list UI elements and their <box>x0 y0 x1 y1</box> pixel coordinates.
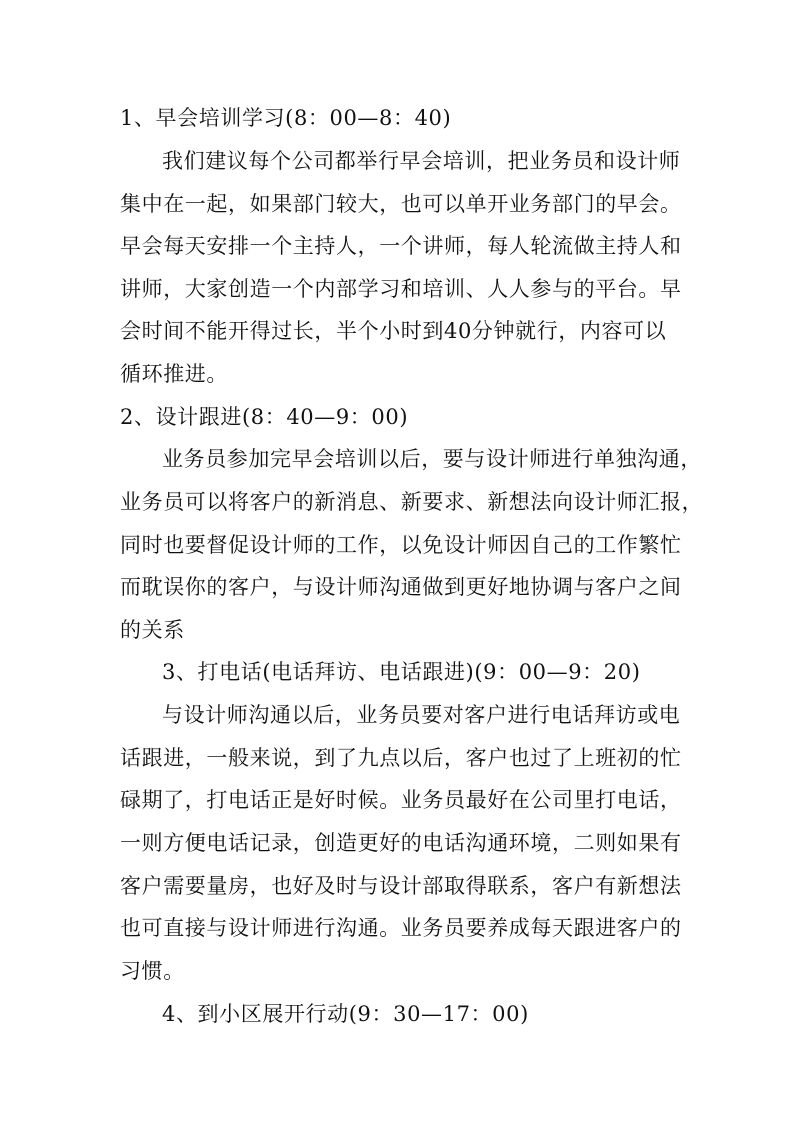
paragraph-line: 业务员参加完早会培训以后，要与设计师进行单独沟通， <box>162 447 702 471</box>
section-heading-3: 3、打电话(电话拜访、电话跟进)(9：00—9：20) <box>162 660 641 684</box>
section-heading-2: 2、设计跟进(8：40—9：00) <box>120 405 409 429</box>
paragraph-line: 的关系 <box>120 618 185 642</box>
section-heading-4: 4、到小区展开行动(9：30—17：00) <box>162 1002 529 1026</box>
section-heading-1: 1、早会培训学习(8：00—8：40) <box>120 106 452 130</box>
paragraph-line: 习惯。 <box>120 959 185 983</box>
paragraph-line: 与设计师沟通以后，业务员要对客户进行电话拜访或电 <box>162 703 681 727</box>
paragraph-line: 我们建议每个公司都举行早会培训，把业务员和设计师 <box>162 149 681 173</box>
paragraph-line: 讲师，大家创造一个内部学习和培训、人人参与的平台。早 <box>120 277 682 301</box>
paragraph-line: 也可直接与设计师进行沟通。业务员要养成每天跟进客户的 <box>120 916 682 940</box>
paragraph-line: 客户需要量房，也好及时与设计部取得联系，客户有新想法 <box>120 874 682 898</box>
paragraph-line: 业务员可以将客户的新消息、新要求、新想法向设计师汇报， <box>120 490 704 514</box>
paragraph-line: 会时间不能开得过长，半个小时到40分钟就行，内容可以 <box>120 319 667 343</box>
paragraph-line: 循环推进。 <box>120 362 228 386</box>
paragraph-line: 同时也要督促设计师的工作，以免设计师因自己的工作繁忙 <box>120 533 682 557</box>
paragraph-line: 集中在一起，如果部门较大，也可以单开业务部门的早会。 <box>120 192 682 216</box>
paragraph-line: 话跟进，一般来说，到了九点以后，客户也过了上班初的忙 <box>120 746 682 770</box>
paragraph-line: 碌期了，打电话正是好时候。业务员最好在公司里打电话， <box>120 788 682 812</box>
paragraph-line: 早会每天安排一个主持人，一个讲师，每人轮流做主持人和 <box>120 234 682 258</box>
paragraph-line: 而耽误你的客户，与设计师沟通做到更好地协调与客户之间 <box>120 575 682 599</box>
paragraph-line: 一则方便电话记录，创造更好的电话沟通环境，二则如果有 <box>120 831 682 855</box>
